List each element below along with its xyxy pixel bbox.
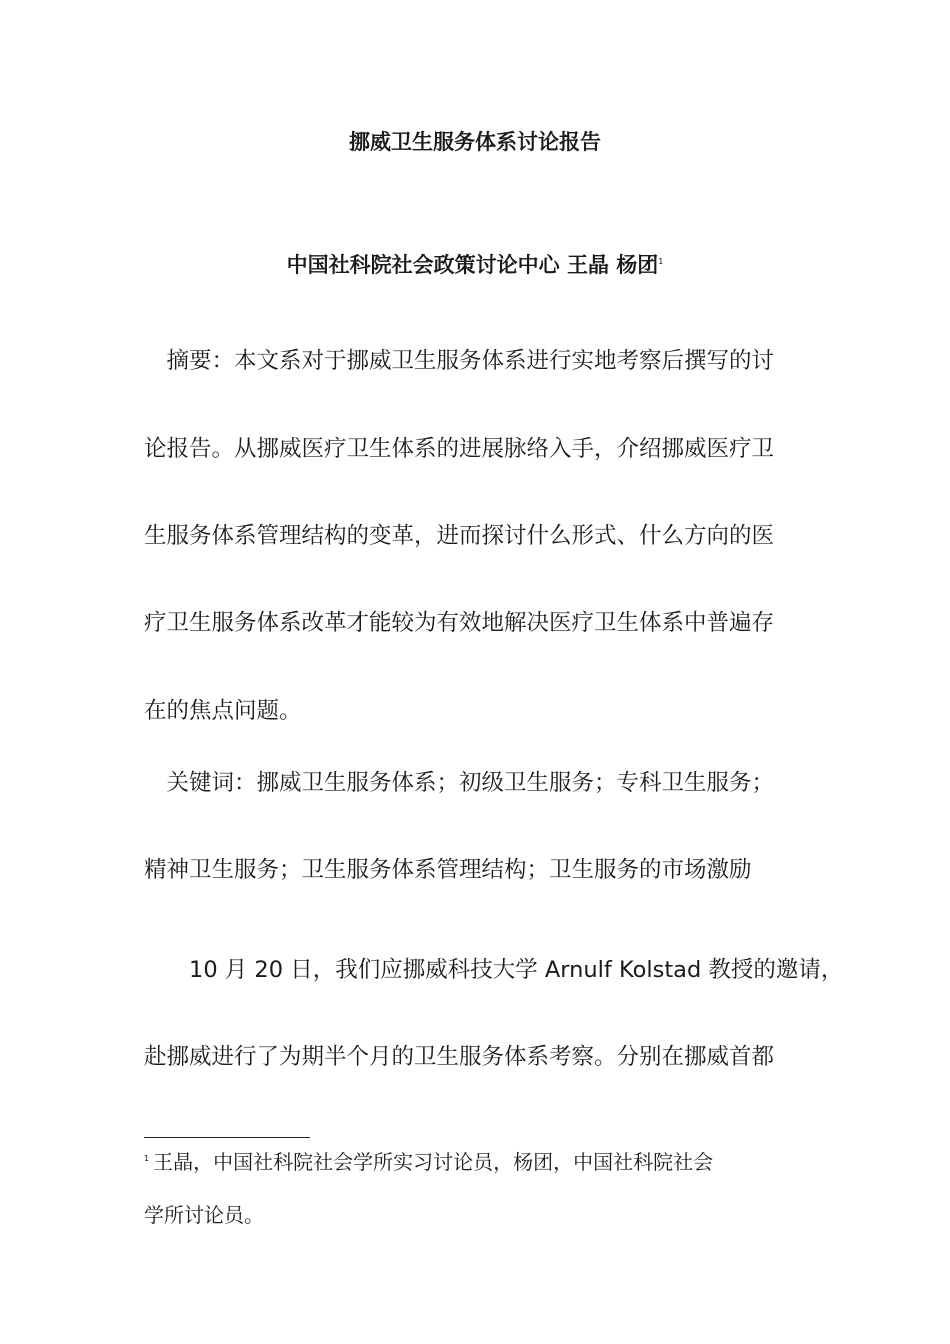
body-paragraph-line: 赴挪威进行了为期半个月的卫生服务体系考察。分别在挪威首都 xyxy=(144,1044,775,1070)
footnote-mark: 1 xyxy=(144,1154,150,1164)
footnote-line: 学所讨论员。 xyxy=(144,1203,264,1227)
body-paragraph-line: 10 月 20 日，我们应挪威科技大学 Arnulf Kolstad 教授的邀请， xyxy=(144,957,844,983)
footnote-line xyxy=(144,1147,814,1177)
abstract-line: 摘要：本文系对于挪威卫生服务体系进行实地考察后撰写的讨 xyxy=(144,348,775,374)
keywords-line: 精神卫生服务；卫生服务体系管理结构；卫生服务的市场激励 xyxy=(144,857,752,883)
abstract-line: 疗卫生服务体系改革才能较为有效地解决医疗卫生体系中普遍存 xyxy=(144,610,775,636)
footnote-text: 王晶，中国社科院社会学所实习讨论员，杨团，中国社科院社会 xyxy=(153,1150,714,1174)
footnote-divider xyxy=(144,1137,310,1138)
document-title: 挪威卫生服务体系讨论报告 xyxy=(349,130,601,154)
abstract-line: 在的焦点问题。 xyxy=(144,698,302,724)
author-footnote-mark: 1 xyxy=(658,257,664,266)
author-line xyxy=(0,248,950,282)
abstract-line: 生服务体系管理结构的变革，进而探讨什么形式、什么方向的医 xyxy=(144,523,775,549)
keywords-line: 关键词：挪威卫生服务体系；初级卫生服务；专科卫生服务； xyxy=(144,770,775,796)
author-names: 中国社科院社会政策讨论中心 王晶 杨团 xyxy=(286,253,659,277)
abstract-line: 论报告。从挪威医疗卫生体系的进展脉络入手，介绍挪威医疗卫 xyxy=(144,436,775,462)
